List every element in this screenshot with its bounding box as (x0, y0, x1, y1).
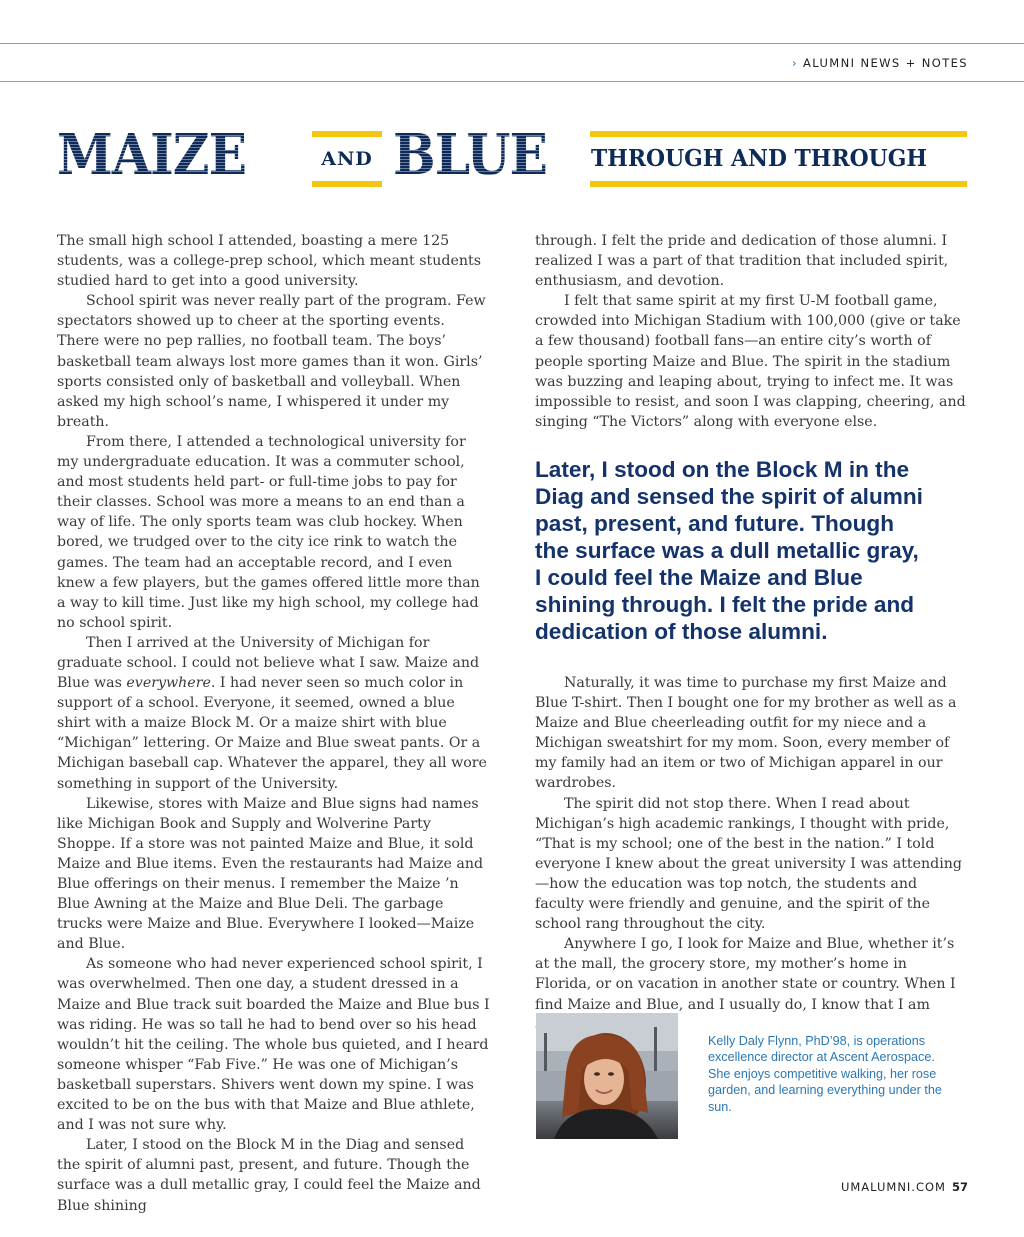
paragraph: School spirit was never really part of the program. Few spectators showed up to cheer at the sporting events. There were no pep rallies, no football team. The boys’ basketball team always lost more games than it won. Girls’ sports consisted only of basketball and volleyball. When asked my high school’s name, I whispered it under my breath. (57, 293, 486, 430)
section-label (792, 56, 968, 70)
article-headline (57, 122, 967, 190)
paragraph: As someone who had never experienced school spirit, I was overwhelmed. Then one day, a student dressed in a Maize and Blue track suit boarded the Maize and Blue bus I was riding. He was so tall he had to bend over so his head wouldn’t hit the ceiling. The whole bus quieted, and I heard someone whisper “Fab Five.” He was one of Michigan’s basketball superstars. Shivers went down my spine. I was excited to be on the bus with that Maize and Blue athlete, and I was not sure why. (57, 956, 490, 1134)
page-number: 57 (951, 1180, 968, 1194)
page-footer (841, 1180, 968, 1194)
paragraph: Anywhere I go, I look for Maize and Blue, whether it’s at the mall, the grocery store, my mother’s home in Florida, or on vacation in another state or country. When I find Maize and Blue, and I usually do, I know that I am (535, 936, 956, 1013)
paragraph (57, 633, 490, 794)
author-bio: Kelly Daly Flynn, PhD’98, is operations excellence director at Ascent Aerospace. She enjoys competitive walking, her rose garden, and learning everything under the sun. (708, 1034, 942, 1114)
paragraph: The spirit did not stop there. When I read about Michigan’s high academic rankings, I thought with pride, “That is my school; one of the best in the nation.” I told everyone I knew about the great university I was attending—how the education was top notch, the students and faculty were friendly and genuine, and the spirit of the school rang throughout the city. (535, 795, 962, 933)
right-column-bottom (535, 673, 967, 1035)
headline-tagline-block (590, 131, 967, 187)
paragraph: From there, I attended a technological university for my undergraduate education. It was a commuter school, and most students held part- or full-time jobs to pay for their classes. School was more a means to an end than a way of life. The only sports team was club hockey. When bored, we trudged over to the city ice rink to watch the games. The team had an acceptable record, and I even knew a few players, but the games offered little more than a way to kill time. Just like my high school, my college had no school spirit. (57, 433, 480, 631)
paragraph: Likewise, stores with Maize and Blue signs had names like Michigan Book and Supply and Wolverine Party Shoppe. If a store was not painted Maize and Blue, it sold Maize and Blue items. Even the restaurants had Maize and Blue offerings on their menus. I remember the Maize ’n Blue Awning at the Maize and Blue Deli. The garbage trucks were Maize and Blue. Everywhere I looked—Maize and Blue. (57, 795, 484, 953)
left-column (57, 231, 490, 1216)
headline-and-block (312, 131, 382, 187)
maize-bar-bottom (312, 181, 382, 187)
maize-bar-bottom (590, 181, 967, 187)
header-rule (0, 81, 1024, 82)
chevron-right-icon: › (791, 56, 798, 70)
author-photo-illustration (536, 1013, 678, 1139)
headline-and: AND (321, 148, 373, 170)
paragraph-text: Then I arrived at the University of Michigan for graduate school. I could not believe what I saw. Maize and Blue was (57, 634, 480, 692)
headline-word-maize: MAIZE (57, 122, 247, 188)
paragraph: I felt that same spirit at my first U-M football game, crowded into Michigan Stadium with 100,000 (give or take a few thousand) football fans—an entire city’s worth of people sporting Maize and Blue. The spirit in the stadium was buzzing and leaping about, trying to infect me. It was impossible to resist, and soon I was clapping, cheering, and singing “The Victors” along with everyone else. (535, 293, 966, 430)
paragraph: Naturally, it was time to purchase my first Maize and Blue T-shirt. Then I bought one for my brother as well as a Maize and Blue cheerleading outfit for my niece and a Michigan sweatshirt for my mom. Soon, every member of my family had an item or two of Michigan apparel in our wardrobes. (535, 675, 957, 792)
maize-bar-top (590, 131, 967, 137)
section-label-text: ALUMNI NEWS + NOTES (802, 56, 968, 70)
paragraph: The small high school I attended, boasting a mere 125 students, was a college-prep school, which meant students studied hard to get into a good university. (57, 233, 481, 290)
emphasis-text: everywhere (126, 675, 211, 692)
site-url: UMALUMNI.COM (840, 1180, 946, 1194)
top-rule (0, 43, 1024, 44)
pull-quote: Later, I stood on the Block M in the Diag and sensed the spirit of alumni past, present, and future. Though the surface was a dull metallic gray, I could feel the Maize and Blue shining through. I felt the pride and dedication of those alumni. (535, 457, 923, 644)
paragraph: through. I felt the pride and dedication of those alumni. I realized I was a part of that tradition that included spirit, enthusiasm, and devotion. (535, 233, 949, 290)
paragraph: Later, I stood on the Block M in the Diag and sensed the spirit of alumni past, present, and future. Though the surface was a dull metallic gray, I could feel the Maize and Blue shining (57, 1137, 481, 1214)
right-column-top (535, 231, 967, 432)
headline-word-blue: BLUE (393, 122, 548, 188)
paragraph-text: . I had never seen so much color in support of a school. Everyone, it seemed, owned a blue shirt with a maize Block M. Or a maize shirt with blue “Michigan” lettering. Or Maize and Blue sweat pants. Or a Michigan baseball cap. Whatever the apparel, they all wore something in support of the University. (57, 675, 487, 792)
author-photo (536, 1013, 678, 1139)
headline-tagline: THROUGH AND THROUGH (591, 145, 928, 172)
maize-bar-top (312, 131, 382, 137)
